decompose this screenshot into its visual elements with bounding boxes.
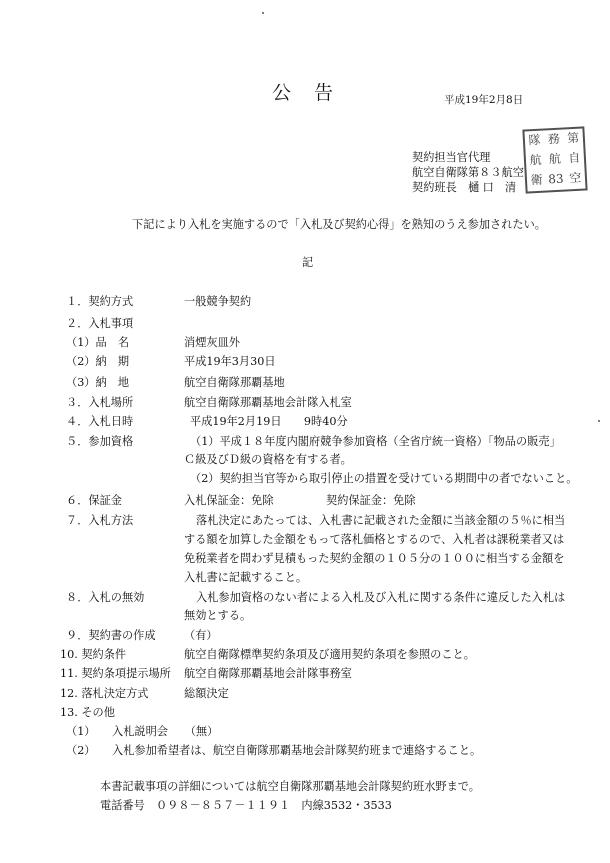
item-3-label: ３．入札場所	[66, 396, 134, 409]
item-11-value: 航空自衛隊那覇基地会計隊事務室	[184, 667, 352, 680]
item-6-value2: 契約保証金：免除	[326, 494, 416, 507]
seal-char: 自	[567, 150, 581, 166]
seal-char: 務	[547, 131, 561, 147]
scan-speck	[598, 420, 600, 422]
item-7-label: ７．入札方法	[66, 514, 134, 527]
item-8-line2: 無効とする。	[184, 609, 252, 622]
item-2c-value: 航空自衛隊那覇基地	[184, 376, 285, 389]
item-13b-value: 入札参加希望者は、航空自衛隊那覇基地会計隊契約班まで連絡すること。	[112, 744, 482, 757]
item-2a-label: （1）品 名	[66, 336, 130, 349]
item-5-line2: Ｃ級及びＤ級の資格を有する者。	[184, 453, 352, 466]
item-13a-label: （1）	[66, 725, 96, 738]
issuer-unit: 航空自衛隊第８３航空	[412, 166, 524, 179]
item-8-label: ８．入札の無効	[66, 591, 145, 604]
item-4-label: ４．入札日時	[66, 415, 134, 428]
item-10-label: 10. 契約条件	[60, 648, 127, 661]
seal-char: 航	[548, 151, 562, 167]
item-7-line2: する額を加算した金額をもって落札価格とするので、入札者は課税業者又は	[184, 533, 565, 546]
item-2c-label: （3）納 地	[66, 376, 130, 389]
item-12-value: 総額決定	[184, 687, 229, 700]
item-8-line1: 入札参加資格のない者による入札及び入札に関する条件に違反した入札は	[196, 591, 566, 604]
item-1-label: １．契約方式	[66, 295, 134, 308]
item-6-value1: 入札保証金：免除	[184, 494, 274, 507]
item-4-value: 平成19年2月19日 9時40分	[190, 415, 348, 428]
seal-char: 衛	[530, 172, 544, 188]
issuer-role: 契約担当官代理	[412, 151, 491, 164]
official-seal	[522, 126, 587, 193]
item-9-label: ９．契約書の作成	[66, 629, 156, 642]
item-5-line1: （1）平成１８年度内閣府競争参加資格（全省庁統一資格）「物品の販売」	[190, 435, 561, 448]
item-2a-value: 消煙灰皿外	[184, 336, 240, 349]
ki-heading: 記	[302, 256, 314, 269]
item-11-label: 11. 契約条項提示場所	[60, 667, 171, 680]
item-13-label: 13. その他	[60, 706, 115, 719]
seal-char: 隊	[528, 132, 541, 148]
item-5-line3: （2）契約担当官等から取引停止の措置を受けている期間中の者でないこと。	[190, 472, 578, 485]
page-title: 公 告	[272, 82, 336, 104]
issue-date: 平成19年2月8日	[444, 94, 524, 106]
item-7-line3: 免税業者を問わず見積もった契約金額の１０５分の１００に相当する金額を	[184, 552, 565, 565]
item-12-label: 12. 落札決定方式	[60, 687, 149, 700]
footer-contact-note: 本書記載事項の詳細については航空自衛隊那覇基地会計隊契約班水野まで。	[100, 780, 480, 793]
item-2b-label: （2）納 期	[66, 355, 130, 368]
footer-phone: 電話番号 ０９８－８５７－１１９１ 内線3532・3533	[100, 799, 392, 812]
item-13b-label: （2）	[66, 744, 96, 757]
item-3-value: 航空自衛隊那覇基地会計隊入札室	[184, 396, 352, 409]
intro-text: 下記により入札を実施するので「入札及び契約心得」を熟知のうえ参加されたい。	[132, 218, 546, 231]
item-7-line1: 落札決定にあたっては、入札書に記載された金額に当該金額の５％に相当	[196, 514, 566, 527]
issuer-name: 契約班長 樋 口 清	[412, 181, 517, 194]
seal-char: 83	[547, 171, 564, 187]
seal-char: 第	[566, 130, 580, 146]
item-6-label: ６．保証金	[66, 494, 122, 507]
item-2-label: ２．入札事項	[66, 317, 134, 330]
item-2b-value: 平成19年3月30日	[184, 355, 276, 368]
seal-char: 空	[568, 170, 582, 186]
scan-speck	[262, 12, 264, 14]
item-5-label: ５．参加資格	[66, 435, 134, 448]
item-9-value: （有）	[184, 629, 218, 642]
item-10-value: 航空自衛隊標準契約条項及び適用契約条項を参照のこと。	[184, 648, 475, 661]
item-1-value: 一般競争契約	[184, 295, 252, 308]
seal-char: 航	[529, 152, 543, 168]
item-13a-value: 入札説明会 （無）	[112, 725, 219, 738]
item-7-line4: 入札書に記載すること。	[184, 571, 308, 584]
